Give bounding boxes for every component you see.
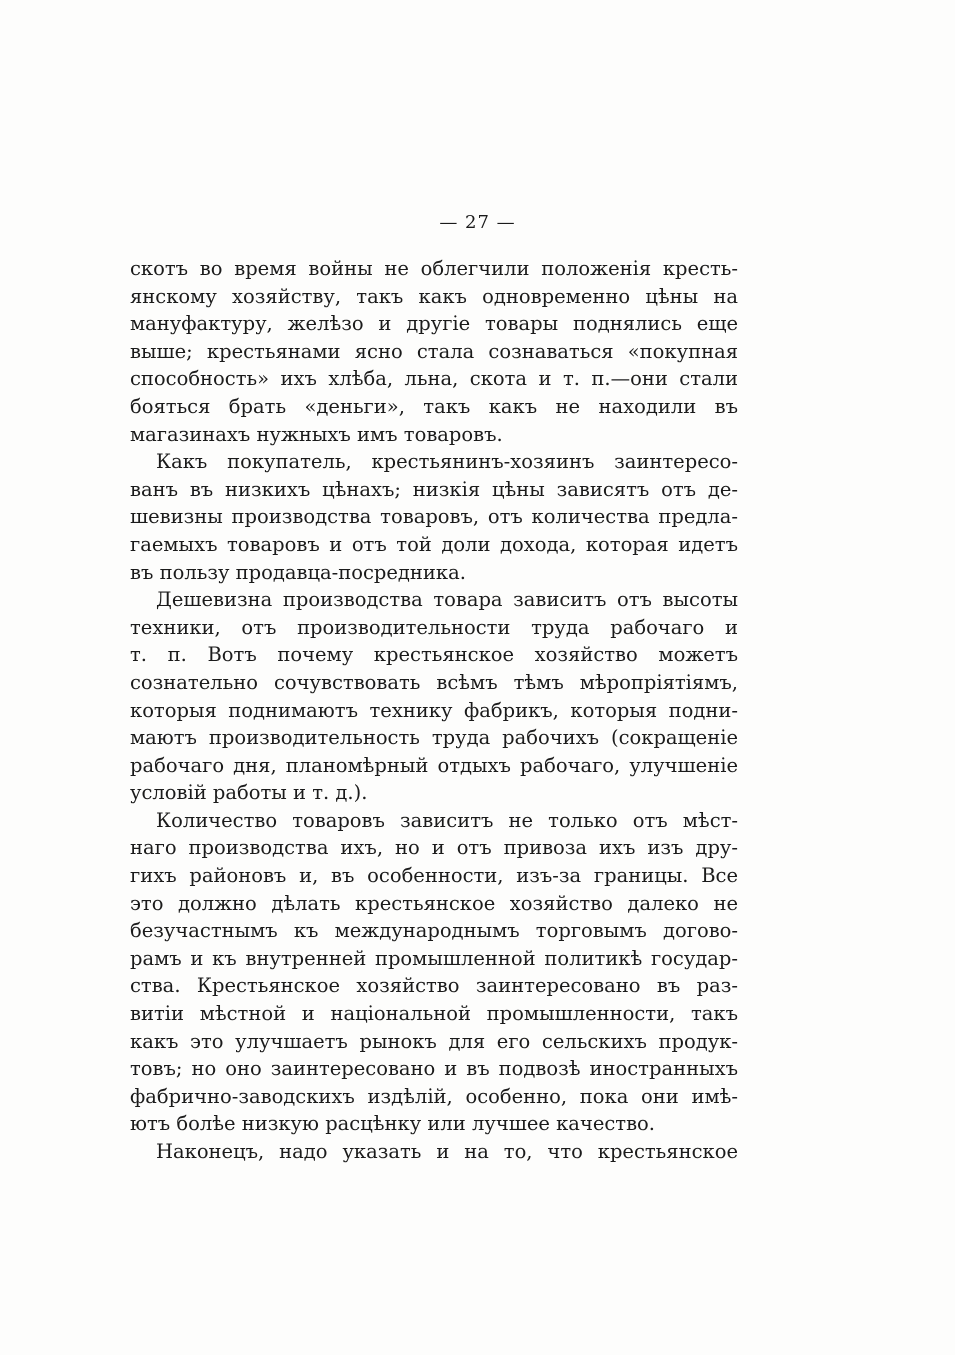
text-line: ютъ болѣе низкую расцѣнку или лучшее качество. (130, 1112, 655, 1136)
text-line: гаемыхъ товаровъ и отъ той доли дохода, которая идетъ (130, 532, 738, 556)
text-line: маютъ производительность труда рабочихъ (сокращеніе (130, 726, 738, 750)
text-line: Наконецъ, надо указать и на то, что крестьянское (156, 1140, 738, 1163)
text-line: бояться брать «деньги», такъ какъ не находили въ (130, 394, 738, 418)
text-line: ванъ въ низкихъ цѣнахъ; низкія цѣны зависятъ отъ де- (130, 477, 738, 501)
text-line: Количество товаровъ зависитъ не только отъ мѣст- (156, 808, 738, 832)
text-line: мануфактуру, желѣзо и другіе товары поднялись еще (130, 312, 738, 336)
text-line: сознательно сочувствовать всѣмъ тѣмъ мѣропріятіямъ, (130, 670, 738, 694)
text-line: наго производства ихъ, но и отъ привоза ихъ изъ дру- (130, 836, 738, 860)
text-line: фабрично-заводскихъ издѣлій, особенно, пока они имѣ- (130, 1084, 738, 1108)
text-line: Дешевизна производства товара зависитъ отъ высоты (156, 588, 738, 612)
text-line: скотъ во время войны не облегчили положенія кресть- (130, 257, 738, 280)
text-line: способность» ихъ хлѣба, льна, скота и т. п.—они стали (130, 367, 738, 391)
text-line: безучастнымъ къ международнымъ торговымъ догово- (130, 919, 738, 943)
text-line: условій работы и т. д.). (130, 781, 368, 805)
text-line: рамъ и къ внутренней промышленной политикѣ государ- (130, 946, 738, 970)
text-line: витіи мѣстной и національной промышленности, такъ (130, 1002, 738, 1026)
body-text (130, 255, 738, 1166)
text-line: выше; крестьянами ясно стала сознаваться «покупная (130, 339, 738, 363)
text-line: т. п. Вотъ почему крестьянское хозяйство можетъ (130, 643, 738, 667)
text-line: въ пользу продавца-посредника. (130, 560, 466, 584)
text-line: янскому хозяйству, такъ какъ одновременно цѣны на (130, 284, 738, 308)
text-line: это должно дѣлать крестьянское хозяйство далеко не (130, 891, 738, 915)
text-line: которыя поднимаютъ технику фабрикъ, которыя подни- (130, 698, 738, 722)
text-line: магазинахъ нужныхъ имъ товаровъ. (130, 422, 503, 446)
text-line: товъ; но оно заинтересовано и въ подвозѣ иностранныхъ (130, 1057, 738, 1081)
text-line: техники, отъ производительности труда рабочаго и (130, 615, 738, 639)
text-line: шевизны производства товаровъ, отъ количества предла- (130, 505, 738, 529)
text-line: гихъ районовъ и, въ особенности, изъ-за границы. Все (130, 864, 738, 888)
text-line: Какъ покупатель, крестьянинъ-хозяинъ заинтересо- (156, 450, 738, 474)
text-line: рабочаго дня, планомѣрный отдыхъ рабочаго, улучшеніе (130, 753, 738, 777)
text-line: какъ это улучшаетъ рынокъ для его сельскихъ продук- (130, 1029, 738, 1053)
page-number: — 27 — (439, 212, 516, 233)
text-line: ства. Крестьянское хозяйство заинтересовано въ раз- (130, 974, 738, 998)
